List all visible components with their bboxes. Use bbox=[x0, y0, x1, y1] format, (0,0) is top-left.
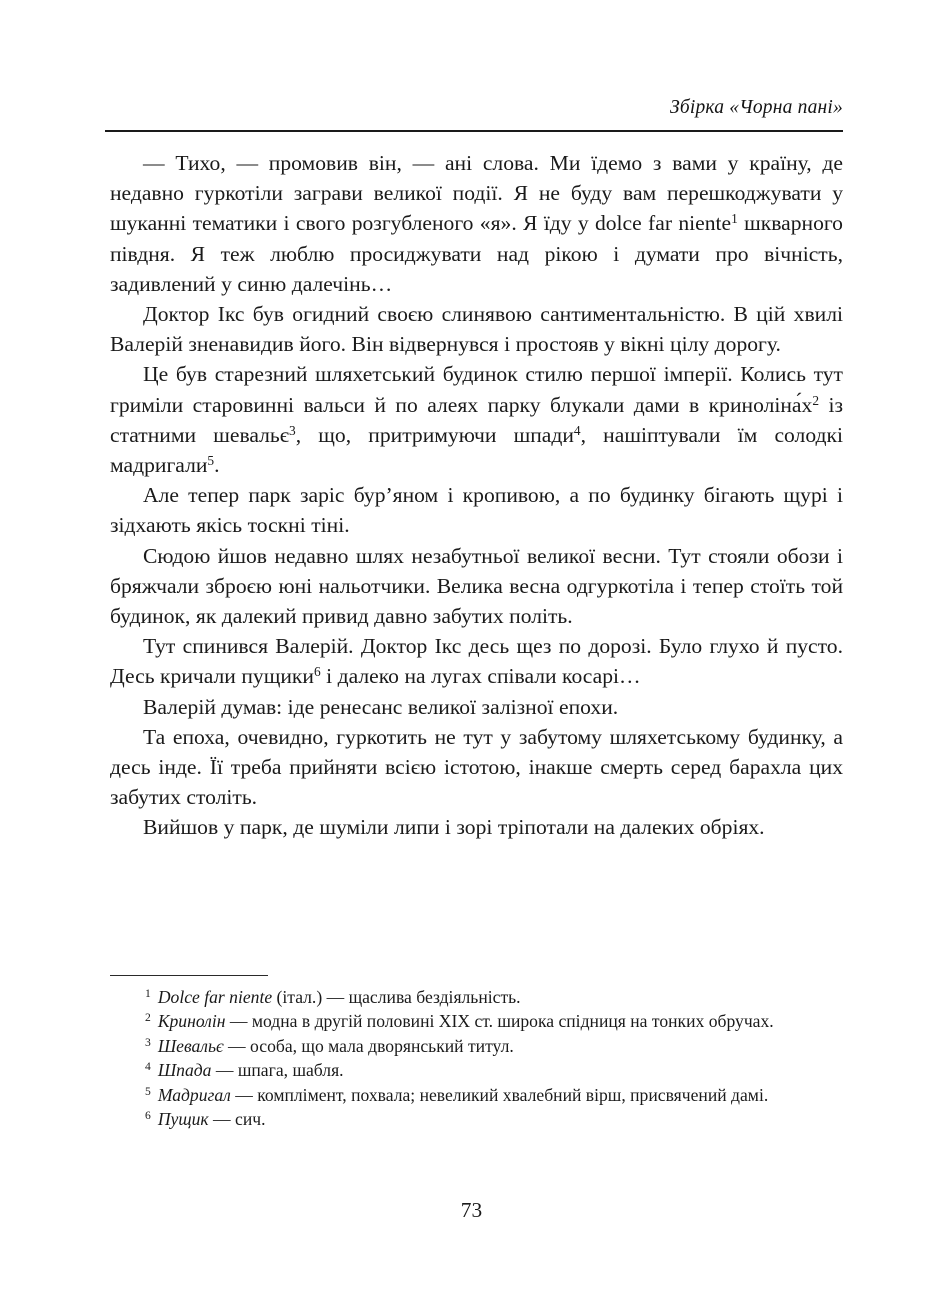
footnote-number: 5 bbox=[145, 1084, 151, 1098]
footnote-ref-5[interactable]: 5 bbox=[207, 453, 215, 469]
footnote-gloss: — особа, що мала дворянський титул. bbox=[223, 1035, 514, 1056]
footnote-gloss: (італ.) — щаслива бездіяльність. bbox=[272, 987, 521, 1007]
footnote-separator-rule bbox=[110, 975, 268, 976]
footnote-block bbox=[110, 985, 843, 1131]
paragraph bbox=[110, 541, 843, 632]
running-head: Збірка «Чорна пані» bbox=[669, 97, 843, 118]
paragraph-text: Доктор Ікс був огидний своєю слинявою сантиментальністю. В цій хвилі Валерій зненавидив його. Він відвернувся і простояв у вікні цілу дорогу. bbox=[110, 302, 843, 357]
footnote-ref-1[interactable]: 1 bbox=[731, 211, 738, 227]
footnote-gloss: — сич. bbox=[208, 1109, 266, 1130]
paragraph-text: — Тихо, — промовив він, — ані слова. Ми їдемо з вами у країну, де недавно гуркотіли заграви великої події. Я не буду вам перешкоджувати у шуканні тематики і свого розгубленого «я». Я їду у dolce far niente bbox=[110, 151, 843, 236]
footnote-ref-2[interactable]: 2 bbox=[812, 392, 819, 408]
paragraph-text-cont: із статними шевальє bbox=[110, 392, 844, 447]
footnote-ref-3[interactable]: 3 bbox=[289, 422, 296, 438]
body-text-block bbox=[110, 148, 843, 843]
footnote-gloss: — модна в другій половині XIX ст. широка спідниця на тонких обручах. bbox=[225, 1011, 774, 1032]
paragraph-text-cont: , нашіптували їм солодкі мадригали bbox=[110, 422, 843, 478]
paragraph bbox=[110, 722, 843, 813]
paragraph-text-cont: . bbox=[214, 453, 220, 478]
paragraph bbox=[110, 692, 843, 722]
paragraph-text-cont: , що, притримуючи шпади bbox=[295, 422, 574, 447]
paragraph bbox=[110, 631, 843, 691]
footnote-item bbox=[110, 1083, 843, 1107]
paragraph-text: Але тепер парк заріс бур’яном і кропивою, а по будинку бігають щурі і зідхають якісь тоскні тіні. bbox=[110, 483, 843, 538]
page-number: 73 bbox=[460, 1198, 483, 1222]
paragraph bbox=[110, 299, 843, 359]
footnote-term: Кринолін bbox=[157, 1011, 226, 1032]
footnote-item bbox=[110, 1058, 843, 1082]
paragraph-text: Це був старезний шляхетський будинок стилю першої імперії. Колись тут гриміли старовинні вальси й по алеях парку блукали дами в криноліна́х bbox=[110, 362, 843, 417]
footnote-term: Шпада bbox=[157, 1060, 212, 1081]
footnote-item bbox=[110, 1107, 843, 1131]
paragraph bbox=[110, 812, 843, 842]
footnote-term: Шевальє bbox=[157, 1035, 224, 1056]
paragraph-text: Та епоха, очевидно, гуркотить не тут у забутому шляхетському будинку, а десь інде. Її треба прийняти всією істотою, інакше смерть серед барахла цих забутих століть. bbox=[110, 724, 843, 810]
footnote-number: 2 bbox=[145, 1011, 151, 1025]
footnote-gloss: — шпага, шабля. bbox=[211, 1060, 344, 1081]
paragraph-text-cont: і далеко на лугах співали косарі… bbox=[320, 664, 641, 689]
footnote-number: 4 bbox=[145, 1060, 151, 1074]
footnote-term: Мадригал bbox=[157, 1084, 231, 1105]
footnote-item bbox=[110, 1034, 843, 1058]
footnote-item bbox=[110, 985, 843, 1009]
paragraph bbox=[110, 359, 843, 480]
footnote-gloss: — комплімент, похвала; невеликий хвалебний вірш, присвячений дамі. bbox=[230, 1084, 769, 1105]
paragraph bbox=[110, 480, 843, 540]
footnote-number: 6 bbox=[145, 1109, 151, 1123]
footnote-number: 1 bbox=[145, 987, 151, 1001]
footnote-ref-4[interactable]: 4 bbox=[573, 422, 581, 438]
footnote-term: Пущик bbox=[157, 1109, 209, 1130]
footnote-ref-6[interactable]: 6 bbox=[313, 664, 321, 680]
paragraph-text: Тут спинився Валерій. Доктор Ікс десь щез по дорозі. Було глухо й пусто. Десь кричали пущики bbox=[110, 634, 843, 689]
paragraph-text-cont: шкварного півдня. Я теж люблю просиджувати над рікою і думати про вічність, задивлений у синю далечінь… bbox=[110, 211, 843, 296]
footnote-term: Dolce far niente bbox=[157, 987, 273, 1007]
paragraph-text: Сюдою йшов недавно шлях незабутньої великої весни. Тут стояли обози і бряжчали зброєю юні нальотчики. Велика весна одгуркотіла і тепер стоїть той будинок, як далекий привид давно забутих політь. bbox=[110, 543, 843, 629]
paragraph-text: Валерій думав: іде ренесанс великої залізної епохи. bbox=[143, 694, 619, 719]
header-rule bbox=[105, 130, 843, 132]
footnote-item bbox=[110, 1009, 843, 1033]
paragraph-text: Вийшов у парк, де шуміли липи і зорі тріпотали на далеких обріях. bbox=[143, 815, 765, 840]
footnote-number: 3 bbox=[145, 1036, 151, 1050]
paragraph bbox=[110, 148, 843, 299]
